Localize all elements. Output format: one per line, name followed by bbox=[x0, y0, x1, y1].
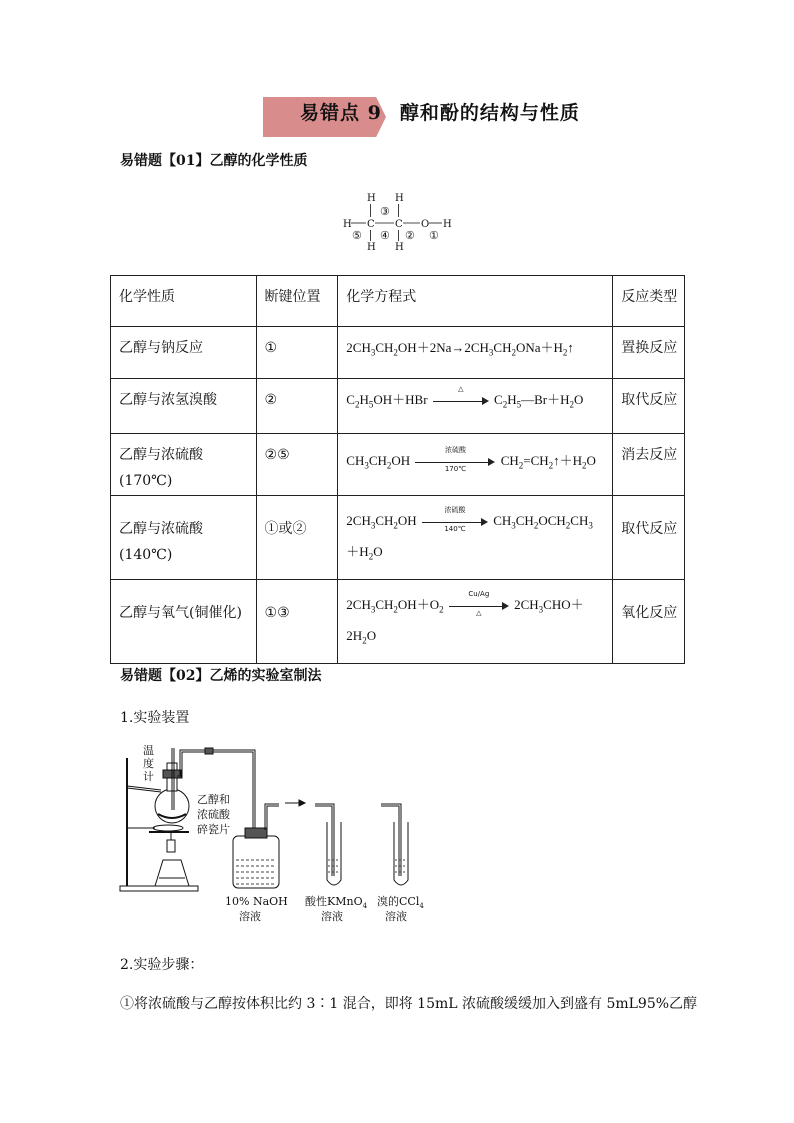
cell-bond-position: ①或② bbox=[256, 496, 338, 580]
cell-property: 乙醇与浓硫酸(140℃) bbox=[111, 496, 257, 580]
label-naoh-1: 10% NaOH bbox=[225, 895, 288, 908]
cell-property: 乙醇与浓硫酸(170℃) bbox=[111, 434, 257, 496]
label-thermometer-1: 温 bbox=[143, 744, 154, 757]
label-kmno4-2: 溶液 bbox=[321, 910, 343, 923]
cell-bond-position: ②⑤ bbox=[256, 434, 338, 496]
label-naoh-2: 溶液 bbox=[239, 910, 261, 923]
bond-label-4: ④ bbox=[380, 229, 390, 242]
bond-label-5: ⑤ bbox=[352, 229, 362, 242]
bond-label-3: ③ bbox=[380, 205, 390, 218]
cell-property: 乙醇与钠反应 bbox=[111, 327, 257, 379]
label-reagents-1: 乙醇和 bbox=[197, 793, 230, 806]
cell-reaction-type: 取代反应 bbox=[613, 496, 685, 580]
label-thermometer-3: 计 bbox=[143, 770, 154, 783]
header-cell: 反应类型 bbox=[613, 276, 685, 327]
cell-equation: $2CH_3CH_2OH$ 浓硫酸 140℃ $CH_3CH_2OCH_2CH_3$ $+H_2O$ bbox=[338, 496, 613, 580]
step2-text: ①将浓硫酸与乙醇按体积比约 3∶1 混合，即将 15mL 浓硫酸缓缓加入到盛有 5mL95%乙醇 bbox=[120, 996, 698, 1012]
cell-bond-position: ①③ bbox=[256, 580, 338, 664]
bond-label-1: ① bbox=[429, 229, 439, 242]
section1-heading: 易错题【01】乙醇的化学性质 bbox=[120, 153, 308, 169]
atom-h3: H bbox=[343, 219, 352, 230]
reaction-arrow: △ bbox=[433, 394, 489, 408]
table-row bbox=[111, 434, 685, 496]
cell-equation: $C_2H_5OH+HBr$ △ $C_2H_5—Br+H_2O$ bbox=[338, 379, 613, 434]
atom-o: O bbox=[421, 219, 430, 230]
atom-h2: H bbox=[395, 193, 404, 204]
table-row bbox=[111, 327, 685, 379]
cell-reaction-type: 取代反应 bbox=[613, 379, 685, 434]
properties-table bbox=[110, 275, 685, 664]
label-kmno4-1: 酸性KMnO$_4$ bbox=[305, 895, 368, 910]
cell-reaction-type: 置换反应 bbox=[613, 327, 685, 379]
reaction-arrow: Cu/Ag △ bbox=[449, 599, 509, 613]
cell-bond-position: ② bbox=[256, 379, 338, 434]
step1-label: 1.实验装置 bbox=[120, 710, 190, 726]
header-cell: 断键位置 bbox=[256, 276, 338, 327]
label-reagents-2: 浓硫酸 bbox=[197, 808, 230, 821]
atom-h4: H bbox=[443, 219, 452, 230]
cell-equation: $CH_3CH_2OH$ 浓硫酸 170℃ $CH_2=CH_2↑+H_2O$ bbox=[338, 434, 613, 496]
reaction-arrow: 浓硫酸 170℃ bbox=[415, 455, 495, 469]
atom-h6: H bbox=[395, 242, 404, 252]
step2-label: 2.实验步骤： bbox=[120, 957, 204, 973]
title-text: 醇和酚的结构与性质 bbox=[399, 102, 580, 124]
cell-reaction-type: 消去反应 bbox=[613, 434, 685, 496]
cell-equation: $2CH_3CH_2OH+O_2$ Cu/Ag △ $2CH_3CHO+$ $2H_2O$ bbox=[338, 580, 613, 664]
label-ccl4-1: 溴的CCl$_4$ bbox=[377, 895, 424, 910]
ethanol-structure bbox=[340, 190, 460, 252]
cell-reaction-type: 氧化反应 bbox=[613, 580, 685, 664]
apparatus-diagram bbox=[115, 740, 435, 935]
atom-h1: H bbox=[367, 193, 376, 204]
atom-c2: C bbox=[395, 219, 403, 230]
table-header-row bbox=[111, 276, 685, 327]
bond-label-2: ② bbox=[405, 229, 415, 242]
table-row bbox=[111, 580, 685, 664]
title-number: 易错点 9 bbox=[300, 102, 382, 124]
cell-property: 乙醇与氧气(铜催化) bbox=[111, 580, 257, 664]
atom-h5: H bbox=[367, 242, 376, 252]
table-row bbox=[111, 379, 685, 434]
page-title bbox=[300, 98, 580, 125]
cell-equation: $2CH_3CH_2OH+2Na\to 2CH_3CH_2ONa+H_2↑$ bbox=[338, 327, 613, 379]
label-reagents-3: 碎瓷片 bbox=[197, 823, 230, 836]
table-row bbox=[111, 496, 685, 580]
cell-bond-position: ① bbox=[256, 327, 338, 379]
reaction-arrow: 浓硫酸 140℃ bbox=[422, 515, 488, 529]
header-cell: 化学性质 bbox=[111, 276, 257, 327]
cell-property: 乙醇与浓氢溴酸 bbox=[111, 379, 257, 434]
label-ccl4-2: 溶液 bbox=[385, 910, 407, 923]
section2-heading: 易错题【02】乙烯的实验室制法 bbox=[120, 668, 322, 684]
header-cell: 化学方程式 bbox=[338, 276, 613, 327]
label-thermometer-2: 度 bbox=[143, 757, 154, 770]
atom-c1: C bbox=[367, 219, 375, 230]
